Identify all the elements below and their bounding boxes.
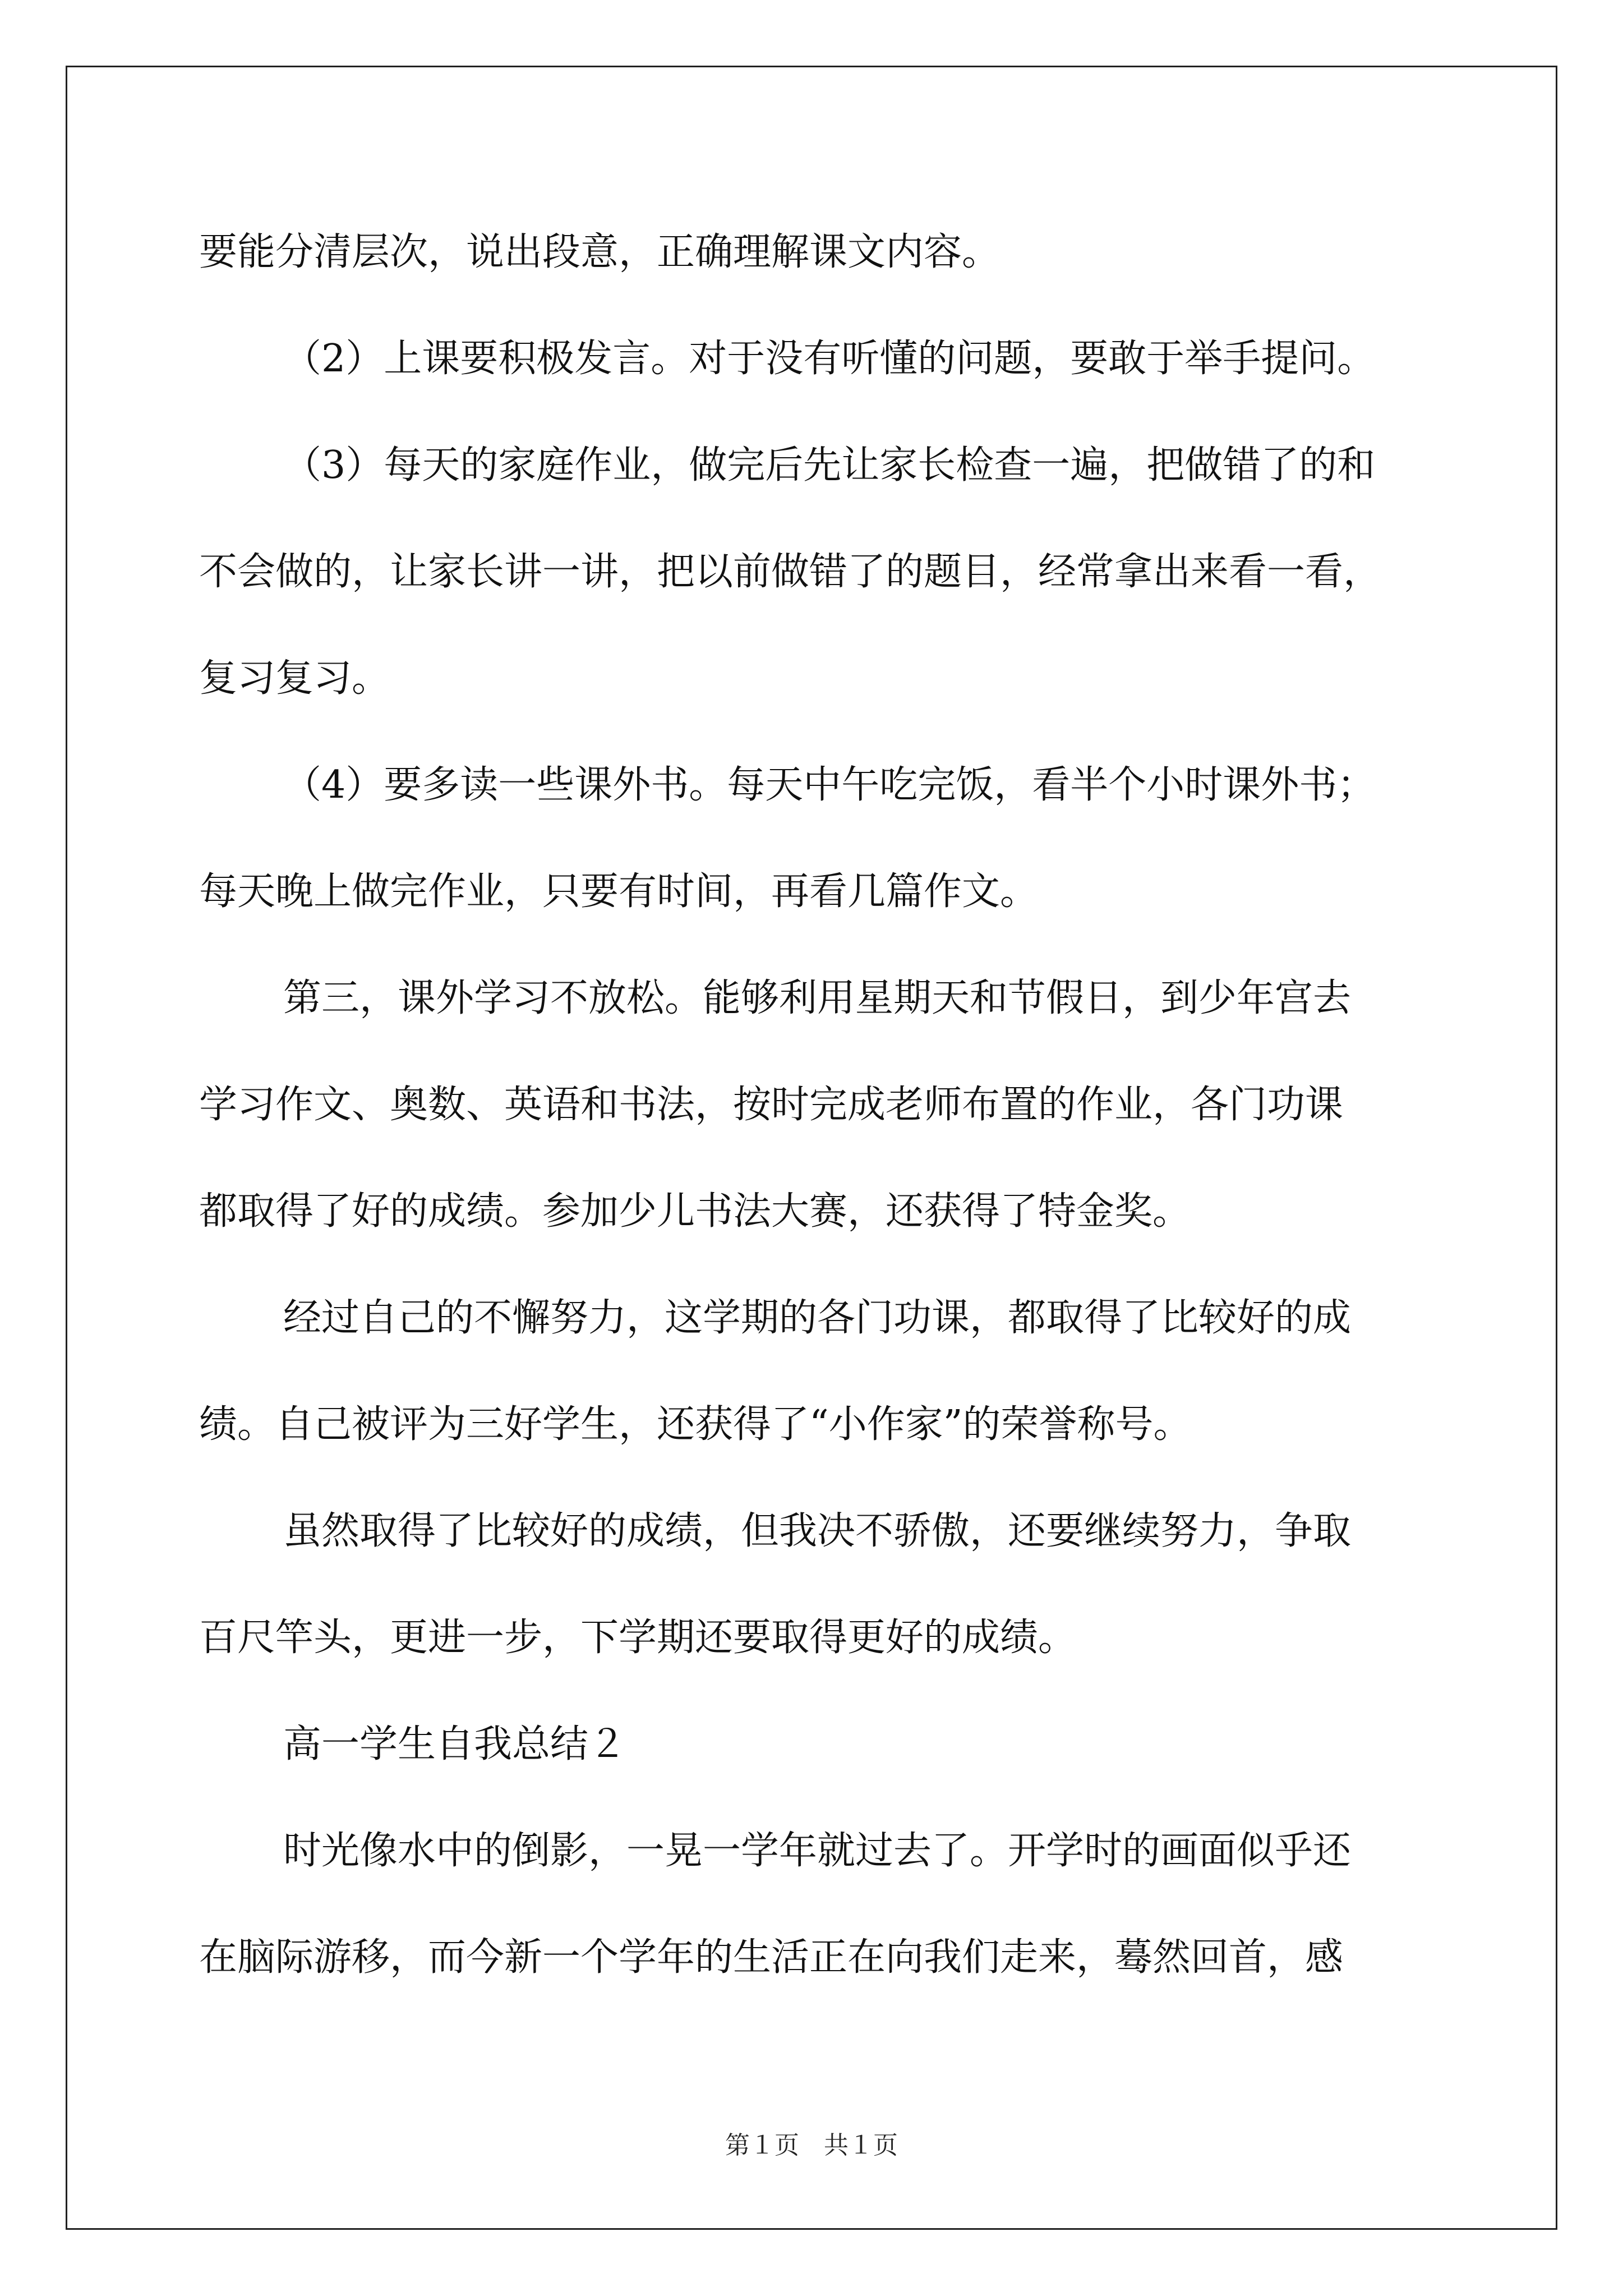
text-line: 绩。自己被评为三好学生，还获得了“小作家”的荣誉称号。 bbox=[199, 1402, 1192, 1447]
text-line: 第三，课外学习不放松。能够利用星期天和节假日，到少年宫去 bbox=[283, 976, 1352, 1020]
text-line: 不会做的，让家长讲一讲，把以前做错了的题目，经常拿出来看一看， bbox=[199, 550, 1382, 594]
text-line: 虽然取得了比较好的成绩，但我决不骄傲，还要继续努力，争取 bbox=[283, 1509, 1352, 1553]
text-line: 要能分清层次，说出段意，正确理解课文内容。 bbox=[199, 230, 1000, 274]
text-line: 在脑际游移，而今新一个学年的生活正在向我们走来，蓦然回首，感 bbox=[199, 1935, 1344, 1980]
text-line: 学习作文、奥数、英语和书法，按时完成老师布置的作业，各门功课 bbox=[199, 1083, 1344, 1127]
text-line: 每天晚上做完作业，只要有时间，再看几篇作文。 bbox=[199, 869, 1039, 914]
text-line: 百尺竿头，更进一步，下学期还要取得更好的成绩。 bbox=[199, 1616, 1077, 1660]
text-line: 经过自己的不懈努力，这学期的各门功课，都取得了比较好的成 bbox=[283, 1296, 1352, 1340]
section-heading: 高一学生自我总结２ bbox=[283, 1722, 627, 1766]
page-border bbox=[66, 66, 1557, 2230]
text-line: 时光像水中的倒影，一晃一学年就过去了。开学时的画面似乎还 bbox=[283, 1829, 1352, 1873]
text-line: （4）要多读一些课外书。每天中午吃完饭，看半个小时课外书； bbox=[283, 763, 1376, 807]
text-line: 复习复习。 bbox=[199, 656, 390, 701]
text-line: 都取得了好的成绩。参加少儿书法大赛，还获得了特金奖。 bbox=[199, 1189, 1191, 1234]
page-footer: 第１页 共１页 bbox=[725, 2131, 898, 2160]
text-line: （2）上课要积极发言。对于没有听懂的问题，要敢于举手提问。 bbox=[283, 337, 1376, 381]
text-line: （3）每天的家庭作业，做完后先让家长检查一遍，把做错了的和 bbox=[283, 443, 1376, 487]
